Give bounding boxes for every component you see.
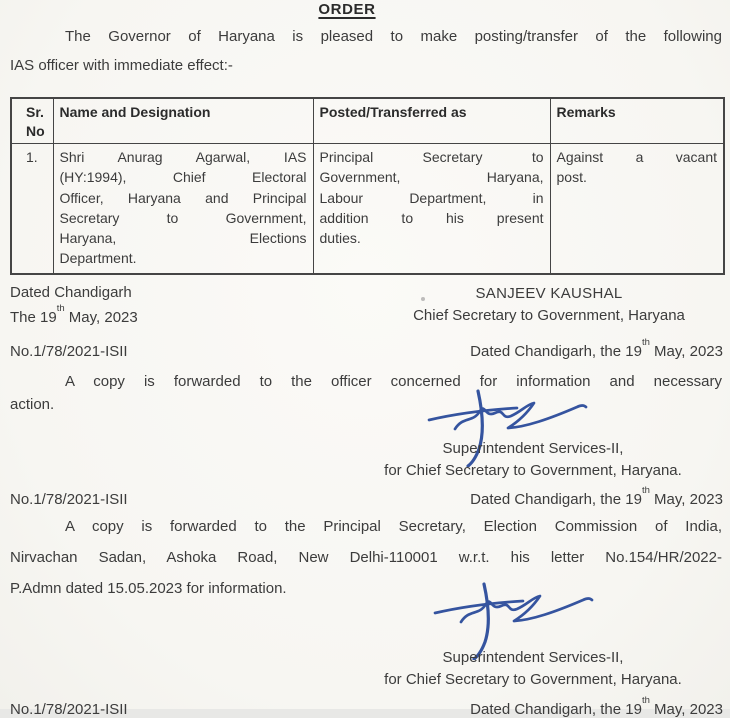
reference-date: Dated Chandigarh, the 19th May, 2023 [470,695,723,718]
date-superscript: th [641,695,650,706]
reference-line-1 [10,337,723,360]
copy-paragraph-2: A copy is forwarded to the Principal Secretary, Election Commission of India, Nirvachan Sadan, Ashoka Road, New Delhi-110001 w.r.t. his letter No.154/HR/2022- P.Admn dated 15.05.2023 for information. [10,518,722,597]
officer-designation: Chief Secretary to Government, Haryana [413,307,685,324]
reference-number: No.1/78/2021-ISII [10,343,128,360]
order-title: ORDER [318,1,376,18]
signature-attribution-2 [343,647,723,691]
date-superscript: th [641,337,650,348]
transfer-table [10,97,725,275]
reference-number: No.1/78/2021-ISII [10,491,128,508]
signoff-officer-block [373,283,725,327]
col-header-name-designation: Name and Designation [53,98,313,144]
intro-paragraph: The Governor of Haryana is pleased to make posting/transfer of the following IAS officer with immediate effect:- [10,28,722,74]
signature-attribution-1 [343,438,723,482]
cell-sr-no: 1. [11,144,53,274]
col-header-sr-no: Sr. No [11,98,53,144]
reference-number: No.1/78/2021-ISII [10,701,128,718]
reference-date: Dated Chandigarh, the 19th May, 2023 [470,485,723,508]
officer-name: SANJEEV KAUSHAL [475,285,623,302]
attribution-for: for Chief Secretary to Government, Haryana. [384,671,682,688]
signoff-date: The 19th May, 2023 [10,303,138,326]
table-row [11,144,724,274]
col-header-remarks: Remarks [550,98,724,144]
cell-posted-transferred: Principal Secretary to Government, Haryana, Labour Department, in addition to his present duties. [313,144,550,274]
signoff-place: Dated Chandigarh [10,284,132,301]
cell-remarks: Against a vacant post. [550,144,724,274]
attribution-for: for Chief Secretary to Government, Haryana. [384,462,682,479]
date-superscript: th [56,303,65,314]
signoff-date-block [10,282,138,328]
copy-paragraph-1: A copy is forwarded to the officer concerned for information and necessary action. [10,373,722,413]
attribution-designation: Superintendent Services-II, [442,649,624,666]
attribution-designation: Superintendent Services-II, [442,440,624,457]
reference-line-3-clipped [10,695,723,718]
col-header-posted-transferred: Posted/Transferred as [313,98,550,144]
date-superscript: th [641,485,650,496]
cell-name-designation: Shri Anurag Agarwal, IAS (HY:1994), Chief Electoral Officer, Haryana and Principal Secretary to Government, Haryana, Elections Department. [53,144,313,274]
reference-line-2 [10,485,723,508]
reference-date: Dated Chandigarh, the 19th May, 2023 [470,337,723,360]
table-header-row [11,98,724,144]
